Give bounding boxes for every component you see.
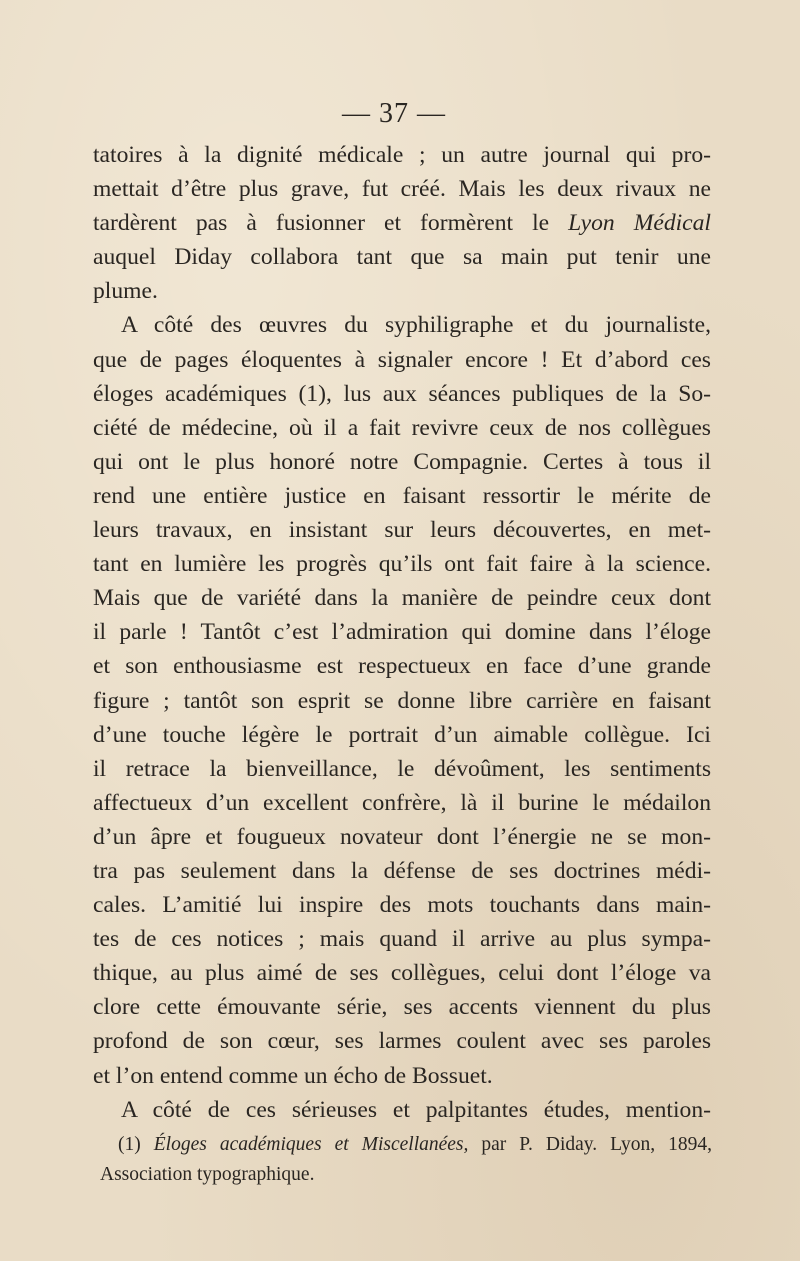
footnote-line: Association typographique. [100, 1164, 315, 1185]
journal-title: Lyon Médical [568, 210, 711, 237]
paragraph-start: A côté des œuvres du syphiligraphe et du journaliste, [121, 312, 711, 339]
text-line: tant en lumière les progrès qu’ils ont fait faire à la science. [93, 551, 711, 578]
text-line: plume. [93, 278, 158, 305]
text-line: d’un âpre et fougueux novateur dont l’énergie ne se mon- [93, 823, 711, 850]
text-line: thique, au plus aimé de ses collègues, celui dont l’éloge va [93, 960, 711, 987]
footnote-title: Éloges académiques et Miscellanées, [153, 1134, 469, 1155]
text-line: clore cette émouvante série, ses accents viennent du plus [93, 994, 711, 1021]
footnote [100, 1130, 712, 1190]
footnote-citation: par P. Diday. Lyon, 1894, [468, 1134, 712, 1155]
text-line: rend une entière justice en faisant ressortir le mérite de [93, 482, 711, 509]
paragraph-start: A côté de ces sérieuses et palpitantes études, mention- [121, 1096, 711, 1123]
footnote-marker: (1) [118, 1134, 154, 1155]
text-line [93, 206, 711, 240]
footnote-line [100, 1130, 712, 1160]
text-line: et son enthousiasme est respectueux en face d’une grande [93, 653, 711, 680]
text-line: profond de son cœur, ses larmes coulent avec ses paroles [93, 1028, 711, 1055]
text-line: affectueux d’un excellent confrère, là il burine le médailon [93, 789, 711, 816]
text-line: ciété de médecine, où il a fait revivre ceux de nos collègues [93, 414, 711, 441]
text-line: leurs travaux, en insistant sur leurs découvertes, en met- [93, 517, 711, 544]
text-segment: tardèrent pas à fusionner et formèrent le [93, 210, 569, 237]
text-line: tra pas seulement dans la défense de ses doctrines médi- [93, 857, 711, 884]
text-line: tes de ces notices ; mais quand il arrive au plus sympa- [93, 926, 711, 953]
text-line: d’une touche légère le portrait d’un aimable collègue. Ici [93, 721, 711, 748]
body-text [93, 138, 711, 1127]
text-line: auquel Diday collabora tant que sa main put tenir une [93, 244, 711, 271]
text-line: éloges académiques (1), lus aux séances publiques de la So- [93, 380, 711, 407]
text-line: et l’on entend comme un écho de Bossuet. [93, 1062, 493, 1089]
text-line: figure ; tantôt son esprit se donne libre carrière en faisant [93, 687, 711, 714]
text-line: que de pages éloquentes à signaler encore ! Et d’abord ces [93, 346, 711, 373]
text-line: qui ont le plus honoré notre Compagnie. Certes à tous il [93, 448, 711, 475]
text-line: cales. L’amitié lui inspire des mots touchants dans main- [93, 892, 711, 919]
text-line: mettait d’être plus grave, fut créé. Mais les deux rivaux ne [93, 176, 711, 203]
text-line: il retrace la bienveillance, le dévoûment, les sentiments [93, 755, 711, 782]
text-line: Mais que de variété dans la manière de peindre ceux dont [93, 585, 711, 612]
text-line: tatoires à la dignité médicale ; un autre journal qui pro- [93, 142, 711, 168]
text-line: il parle ! Tantôt c’est l’admiration qui domine dans l’éloge [93, 619, 711, 646]
page-number: — 37 — [342, 98, 446, 129]
